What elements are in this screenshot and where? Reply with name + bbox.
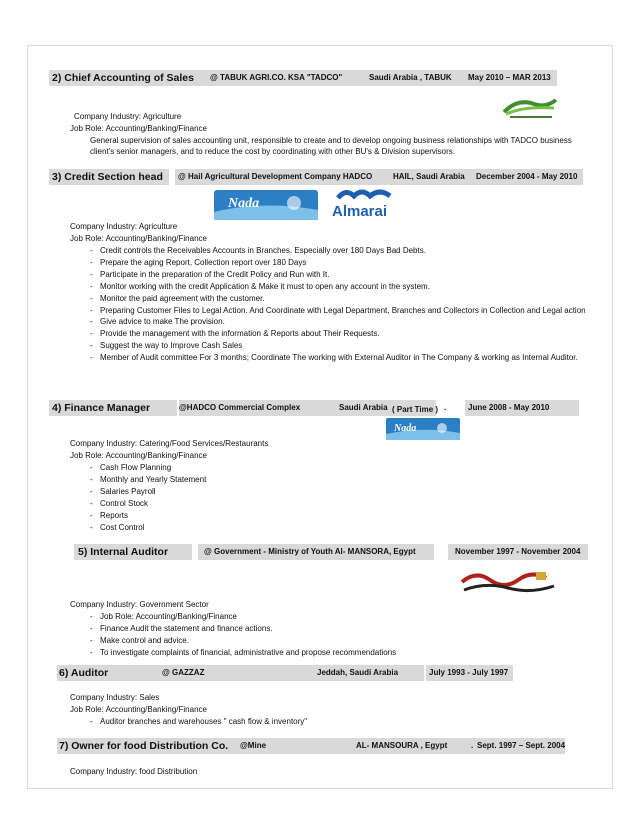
task-list xyxy=(70,245,590,364)
list-item: - Job Role: Accounting/Banking/Finance xyxy=(70,611,470,623)
list-item: - Reports xyxy=(70,510,370,522)
company-name: @ TABUK AGRI.CO. KSA "TADCO" xyxy=(210,73,343,82)
svg-text:Nada: Nada xyxy=(394,423,417,434)
job-period: July 1993 - July 1997 xyxy=(429,668,509,677)
company-industry: Company Industry: Catering/Food Services/Restaurants xyxy=(70,439,269,448)
list-item: - Monthly and Yearly Statement xyxy=(70,474,370,486)
svg-text:Nada: Nada xyxy=(228,196,260,211)
list-item: - Control Stock xyxy=(70,498,370,510)
list-item: - Cash Flow Planning xyxy=(70,462,370,474)
job-role: Job Role: Accounting/Banking/Finance xyxy=(70,705,207,714)
list-item: - Participate in the preparation of the Credit Policy and Run with It. xyxy=(70,269,590,281)
job-location: HAIL, Saudi Arabia xyxy=(393,172,465,181)
company-name: @ Government - Ministry of Youth Al- MANSORA, Egypt xyxy=(204,547,416,556)
separator-dot: . xyxy=(471,741,474,750)
job-period: May 2010 – MAR 2013 xyxy=(468,73,551,82)
list-item: - To investigate complaints of financial, administrative and propose recommendations xyxy=(70,647,470,659)
job-title: 3) Credit Section head xyxy=(52,171,163,183)
list-item: - Member of Audit committee For 3 months; Coordinate The working with External Auditor in The Company & working as Internal Auditor. xyxy=(70,352,590,364)
task-list xyxy=(70,716,470,728)
job-title: 4) Finance Manager xyxy=(52,402,151,414)
company-name: @ Hail Agricultural Development Company HADCO xyxy=(178,172,373,181)
entry-header-6 xyxy=(28,665,612,681)
list-item: - Salaries Payroll xyxy=(70,486,370,498)
job-location: AL- MANSOURA , Egypt xyxy=(356,741,448,750)
company-name: @Mine xyxy=(240,741,267,750)
ministry-of-youth-logo xyxy=(456,568,562,596)
list-item: - Preparing Customer Files to Legal Action. And Coordinate with Legal Department, Branches and Collectors in Collection and Legal action xyxy=(70,305,590,317)
job-location: Saudi Arabia , TABUK xyxy=(369,73,452,82)
job-description: General supervision of sales accounting unit, responsible to create and to develop ongoing business relationships with TADCO business client's senior managers, and to reduce the cost by coordinating with other BU's & Division supervisors. xyxy=(90,136,572,156)
entry-header-2 xyxy=(28,70,612,86)
company-industry: Company Industry: Agriculture xyxy=(70,222,178,231)
list-item: - Credit controls the Receivables Accounts in Branches. Especially over 180 Days Bad Debts. xyxy=(70,245,590,257)
job-location: Jeddah, Saudi Arabia xyxy=(317,668,399,677)
entry-header-7 xyxy=(28,738,612,754)
job-role: Job Role: Accounting/Banking/Finance xyxy=(70,451,207,460)
almarai-logo-text: Almarai xyxy=(332,203,388,218)
list-item: - Monitor the paid agreement with the customer. xyxy=(70,293,590,305)
list-item: - Monitor working with the credit Application & Make it must to open any account in the system. xyxy=(70,281,590,293)
task-list xyxy=(70,611,470,659)
job-title: 5) Internal Auditor xyxy=(78,546,169,558)
job-location: Saudi Arabia xyxy=(339,403,388,412)
list-item: - Suggest the way to Improve Cash Sales xyxy=(70,340,590,352)
task-list xyxy=(70,462,370,533)
company-industry: Company Industry: food Distribution xyxy=(70,767,198,776)
job-period: June 2008 - May 2010 xyxy=(468,403,550,412)
list-item: - Finance Audit the statement and finance actions. xyxy=(70,623,470,635)
almarai-logo xyxy=(328,186,406,218)
company-industry: Company Industry: Agriculture xyxy=(74,112,182,121)
job-period: Sept. 1997 – Sept. 2004 xyxy=(477,741,566,750)
nada-logo xyxy=(386,418,460,440)
nada-logo xyxy=(214,190,318,220)
job-title: 2) Chief Accounting of Sales xyxy=(52,72,194,84)
job-period: November 1997 - November 2004 xyxy=(455,547,581,556)
list-item: - Provide the management with the information & Reports about Their Requests. xyxy=(70,328,590,340)
company-industry: Company Industry: Sales xyxy=(70,693,160,702)
list-item: - Make control and advice. xyxy=(70,635,470,647)
entry-header-3 xyxy=(28,169,612,185)
resume-page xyxy=(27,45,613,789)
job-title: 6) Auditor xyxy=(59,667,109,679)
tadco-logo xyxy=(498,94,560,122)
entry-header-5 xyxy=(28,544,612,560)
company-name: @HADCO Commercial Complex xyxy=(179,403,301,412)
job-period: December 2004 - May 2010 xyxy=(476,172,578,181)
job-title: 7) Owner for food Distribution Co. xyxy=(59,740,229,752)
job-role: Job Role: Accounting/Banking/Finance xyxy=(70,124,207,133)
list-item: - Prepare the aging Report, Collection report over 180 Days xyxy=(70,257,590,269)
list-item: - Cost Control xyxy=(70,522,370,534)
job-role: Job Role: Accounting/Banking/Finance xyxy=(70,234,207,243)
company-industry: Company Industry: Government Sector xyxy=(70,600,209,609)
list-item: - Auditor branches and warehouses " cash flow & inventory" xyxy=(70,716,470,728)
separator-dot: . xyxy=(444,403,447,412)
list-item: - Give advice to make The provision. xyxy=(70,316,590,328)
company-name: @ GAZZAZ xyxy=(162,668,205,677)
part-time-note: ( Part Time ) xyxy=(392,405,439,414)
entry-header-4 xyxy=(28,400,612,416)
